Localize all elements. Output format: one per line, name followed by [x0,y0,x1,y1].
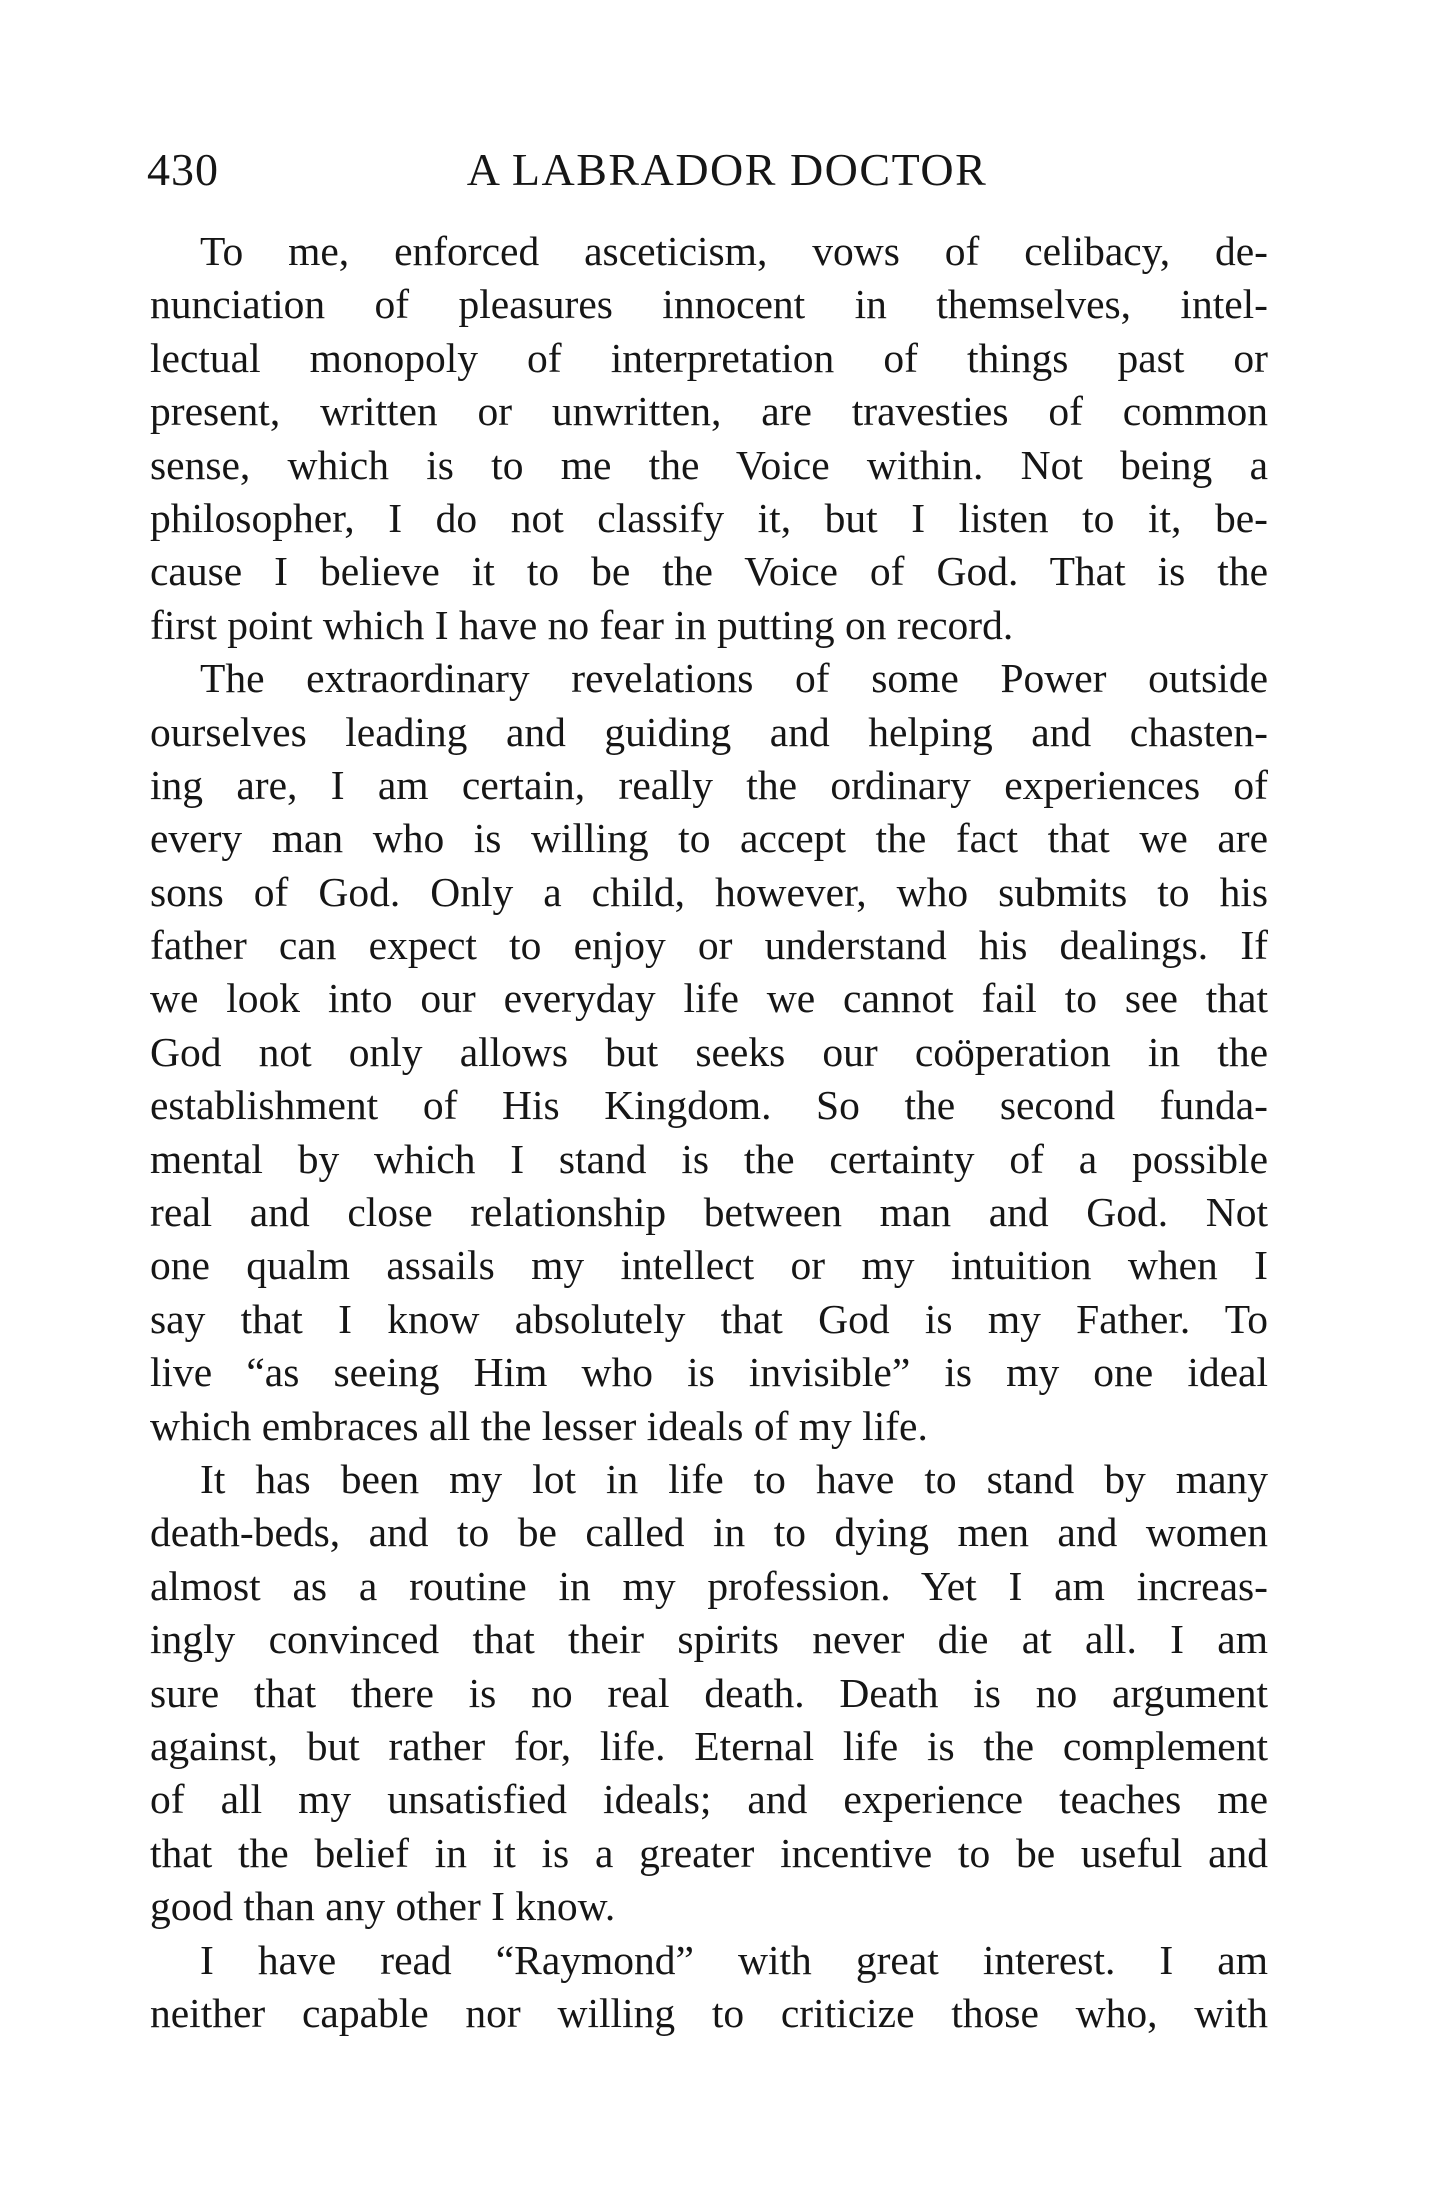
page-number: 430 [147,144,219,195]
text-line: neither capable nor willing to criticize those who, with [150,1989,1268,2036]
text-line: It has been my lot in life to have to stand by many [200,1455,1268,1502]
text-line: lectual monopoly of interpretation of things past or [150,334,1268,381]
text-line: real and close relationship between man and God. Not [150,1189,1268,1236]
text-line: sure that there is no real death. Death is no argument [150,1669,1268,1716]
text-line: establishment of His Kingdom. So the second funda- [150,1082,1268,1129]
text-line: ourselves leading and guiding and helping and chasten- [150,708,1268,755]
text-line: God not only allows but seeks our coöperation in the [150,1028,1268,1075]
text-line: cause I believe it to be the Voice of God. That is the [150,548,1268,595]
text-line: To me, enforced asceticism, vows of celibacy, de- [200,228,1268,274]
text-line: that the belief in it is a greater incentive to be useful and [150,1829,1268,1876]
running-head: A LABRADOR DOCTOR [466,144,988,195]
text-line: father can expect to enjoy or understand his dealings. If [150,922,1268,969]
text-line: nunciation of pleasures innocent in themselves, intel- [150,281,1268,328]
text-line: first point which I have no fear in putting on record. [150,601,1014,648]
text-line: of all my unsatisfied ideals; and experience teaches me [150,1776,1268,1823]
text-line: which embraces all the lesser ideals of my life. [150,1402,928,1449]
text-line: sense, which is to me the Voice within. Not being a [150,441,1268,488]
text-line: live “as seeing Him who is invisible” is my one ideal [150,1349,1268,1396]
text-line: we look into our everyday life we cannot fail to see that [150,975,1268,1022]
text-line: almost as a routine in my profession. Yet I am increas- [150,1562,1268,1609]
text-line: ing are, I am certain, really the ordinary experiences of [150,761,1268,808]
text-line: I have read “Raymond” with great interest. I am [200,1936,1268,1983]
body-text [150,225,1268,2040]
text-line: mental by which I stand is the certainty of a possible [150,1135,1268,1182]
text-line: philosopher, I do not classify it, but I listen to it, be- [150,494,1268,541]
text-line: good than any other I know. [150,1883,616,1930]
text-line: say that I know absolutely that God is my Father. To [150,1295,1268,1342]
text-line: one qualm assails my intellect or my intuition when I [150,1242,1268,1289]
text-line: against, but rather for, life. Eternal life is the complement [150,1722,1268,1769]
text-line: death-beds, and to be called in to dying men and women [150,1509,1268,1556]
page-header [147,140,1267,200]
text-line: present, written or unwritten, are travesties of common [150,388,1268,435]
text-line: The extraordinary revelations of some Power outside [200,655,1268,702]
text-line: every man who is willing to accept the fact that we are [150,815,1268,862]
text-line: sons of God. Only a child, however, who submits to his [150,868,1268,915]
text-line: ingly convinced that their spirits never die at all. I am [150,1616,1268,1663]
